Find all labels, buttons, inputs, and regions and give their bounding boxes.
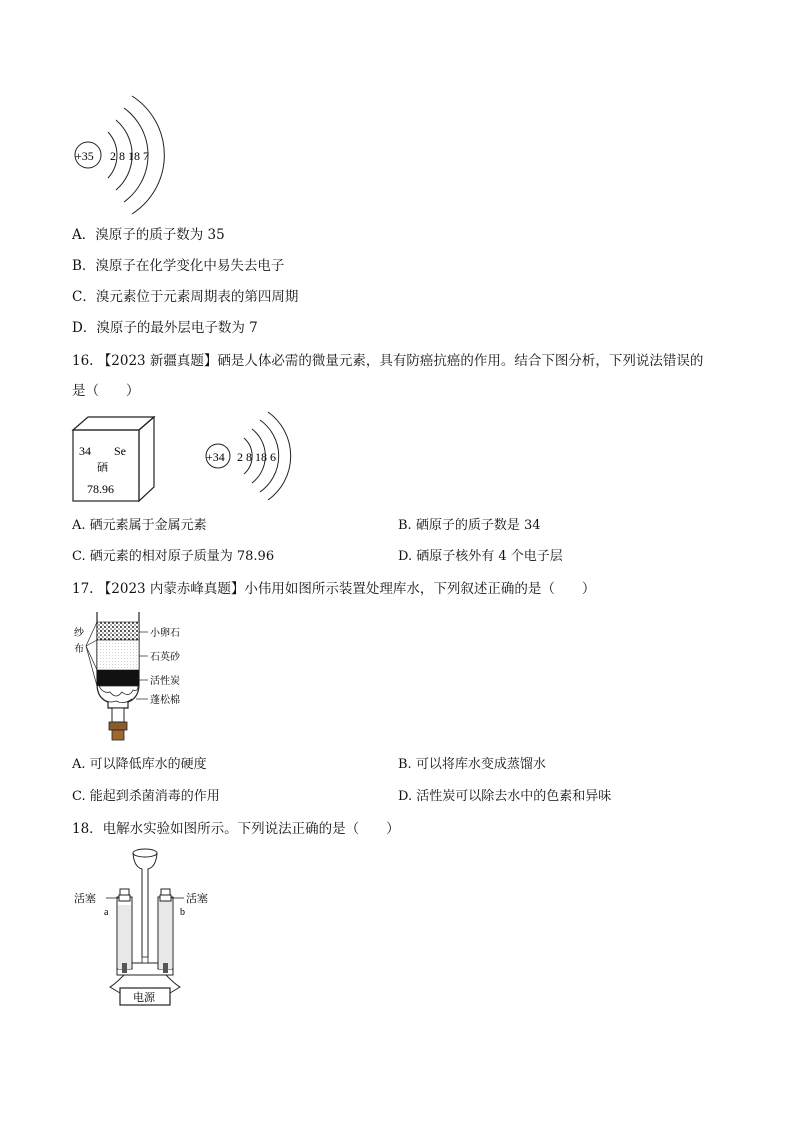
selenium-nucleus-label: +34 (206, 450, 225, 464)
filter-gauze-label-2: 布 (74, 644, 84, 655)
selenium-atomic-number: 34 (79, 444, 91, 458)
q17-option-d: D. 活性炭可以除去水中的色素和异味 (398, 789, 612, 804)
q16-option-b: B. 硒原子的质子数是 34 (398, 518, 541, 533)
right-valve-label: 活塞 (186, 893, 208, 905)
q18-stem: 18．电解水实验如图所示。下列说法正确的是（ ） (72, 821, 400, 837)
q16-stem-line1: 16. 【2023 新疆真题】硒是人体必需的微量元素，具有防癌抗癌的作用。结合下图分析，下列说法错误的 (72, 353, 704, 369)
tube-a-label: a (104, 907, 109, 918)
bromine-shell-electrons: 2 8 18 7 (110, 149, 149, 163)
q17-stem: 17. 【2023 内蒙赤峰真题】小伟用如图所示装置处理库水，下列叙述正确的是（ ） (72, 581, 596, 597)
q16-stem-line2: 是（ ） (72, 383, 140, 399)
selenium-element-card (70, 415, 160, 505)
selenium-atom-structure-diagram (200, 410, 300, 500)
q15-option-a: A．溴原子的质子数为 35 (72, 227, 225, 243)
q15-option-d: D．溴原子的最外层电子数为 7 (72, 320, 258, 336)
bromine-nucleus-label: +35 (75, 149, 94, 163)
q16-option-a: A. 硒元素属于金属元素 (72, 518, 207, 533)
q15-option-c: C．溴元素位于元素周期表的第四周期 (72, 289, 299, 305)
filter-layer-quartz-sand: 石英砂 (150, 652, 180, 663)
filter-layer-activated-carbon: 活性炭 (150, 676, 180, 687)
selenium-symbol: Se (114, 444, 126, 458)
filter-layer-cotton: 蓬松棉 (150, 695, 180, 706)
tube-b-label: b (180, 907, 185, 918)
selenium-shell-electrons: 2 8 18 6 (237, 450, 276, 464)
power-supply-label: 电源 (133, 992, 155, 1004)
q16-option-c: C. 硒元素的相对原子质量为 78.96 (72, 549, 275, 564)
q15-option-b: B．溴原子在化学变化中易失去电子 (72, 258, 285, 274)
q17-option-a: A. 可以降低库水的硬度 (72, 757, 207, 772)
q17-option-c: C. 能起到杀菌消毒的作用 (72, 789, 220, 804)
q17-option-b: B. 可以将库水变成蒸馏水 (398, 757, 546, 772)
q16-option-d: D. 硒原子核外有 4 个电子层 (398, 549, 563, 564)
water-electrolysis-apparatus (70, 845, 220, 1010)
bromine-atom-structure-diagram (70, 92, 170, 220)
filter-layer-gravel: 小卵石 (150, 628, 180, 639)
selenium-name: 硒 (97, 462, 108, 474)
left-valve-label: 活塞 (74, 893, 96, 905)
filter-gauze-label-1: 纱 (74, 628, 84, 639)
selenium-atomic-mass: 78.96 (87, 482, 114, 496)
water-filter-diagram (72, 606, 202, 746)
